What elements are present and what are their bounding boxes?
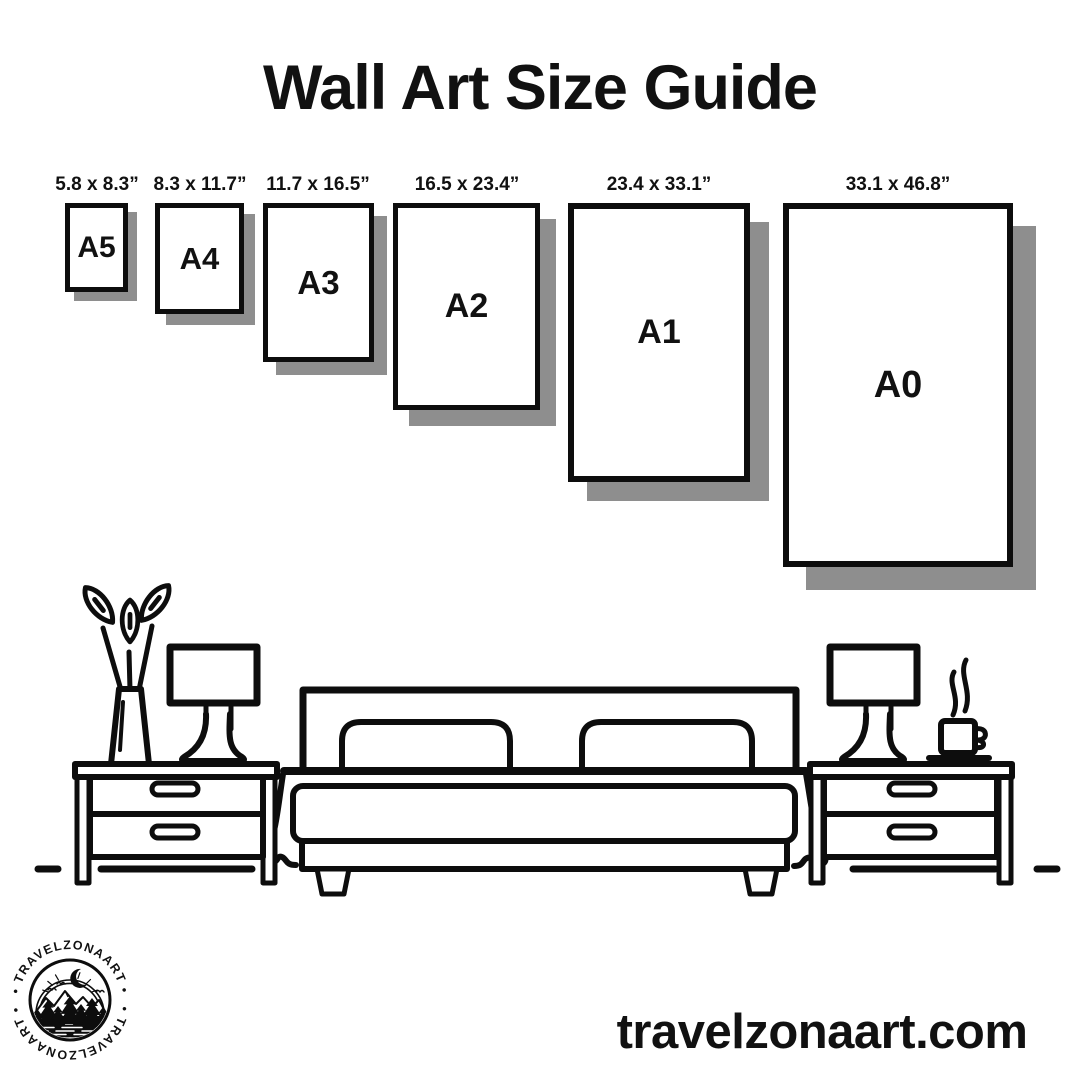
frame-a3 xyxy=(263,203,374,362)
frame-a4-label: A4 xyxy=(179,240,220,276)
frame-a0 xyxy=(783,203,1013,567)
frame-a3-label: A3 xyxy=(297,263,340,301)
frame-a1 xyxy=(568,203,750,482)
bedroom-scene xyxy=(0,570,1080,905)
page-title: Wall Art Size Guide xyxy=(263,53,817,123)
table-lamp-left-icon xyxy=(170,647,257,761)
frame-a5 xyxy=(65,203,128,292)
frame-a5-label: A5 xyxy=(77,230,116,264)
frame-a2-label: A2 xyxy=(444,287,489,325)
coffee-cup-icon xyxy=(929,660,989,758)
size-label-a2: 16.5 x 23.4” xyxy=(414,174,520,195)
nightstand-left-icon xyxy=(75,764,277,883)
nightstand-right-icon xyxy=(810,764,1012,883)
size-label-a3: 11.7 x 16.5” xyxy=(266,174,370,195)
frame-a0-label: A0 xyxy=(873,363,923,406)
bed-icon xyxy=(265,690,826,894)
table-lamp-right-icon xyxy=(830,647,917,761)
size-label-a4: 8.3 x 11.7” xyxy=(153,174,247,195)
badge-text-bottom: • TRAVELZONAART • xyxy=(8,1005,132,1062)
plant-vase-icon xyxy=(79,581,175,764)
size-label-a5: 5.8 x 8.3” xyxy=(55,174,139,195)
website-url: travelzonaart.com xyxy=(616,1005,1028,1059)
size-label-a1: 23.4 x 33.1” xyxy=(606,174,712,195)
size-label-a0: 33.1 x 46.8” xyxy=(845,174,951,195)
frame-a1-label: A1 xyxy=(637,313,681,351)
brand-logo xyxy=(8,938,132,1062)
badge-text-top: • TRAVELZONAART • xyxy=(8,938,132,995)
frame-a2 xyxy=(393,203,540,410)
frame-a4 xyxy=(155,203,244,314)
